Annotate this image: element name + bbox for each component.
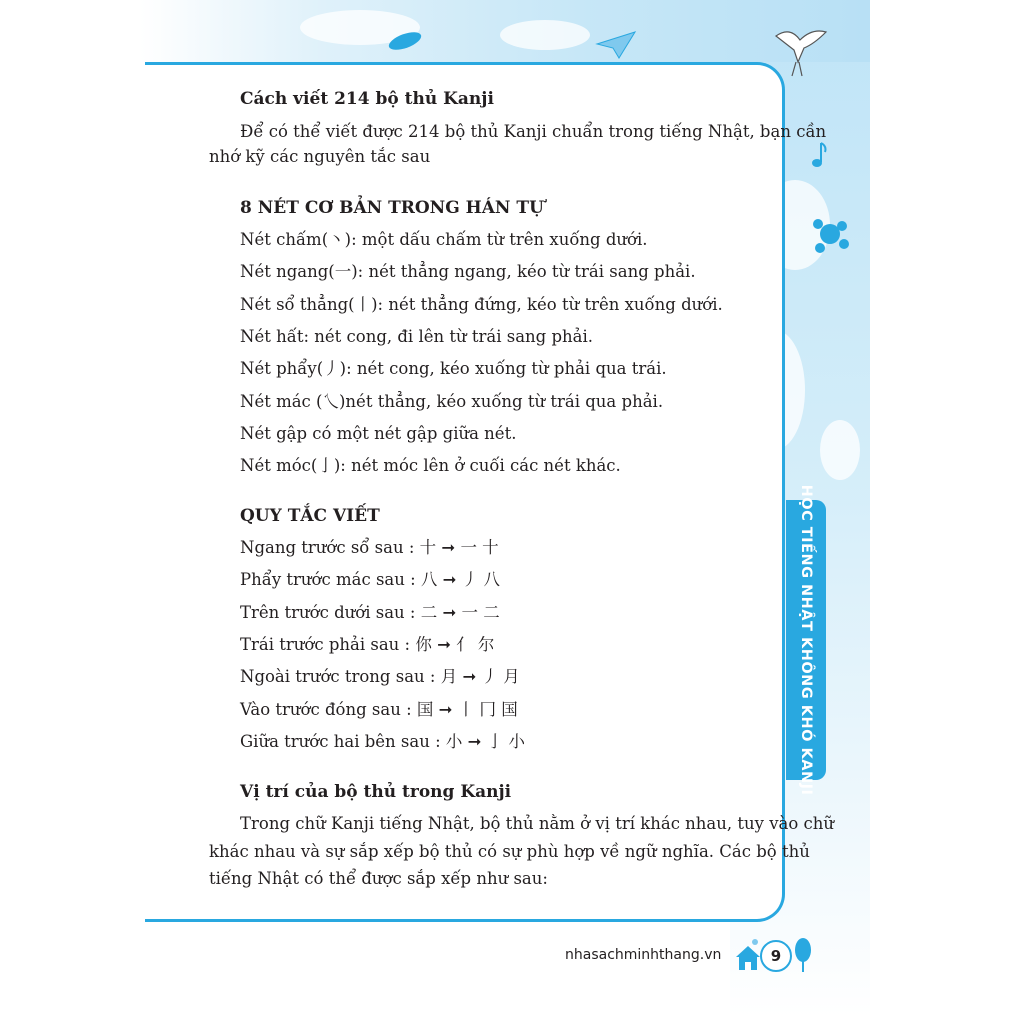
rule-item: Ngoài trước trong sau : 月 ➞ 丿 月 <box>240 667 520 686</box>
paragraph-line: Trong chữ Kanji tiếng Nhật, bộ thủ nằm ở vị trí khác nhau, tuy vào chữ <box>240 814 835 833</box>
house-icon <box>733 937 763 973</box>
stroke-item: Nét ngang(一): nét thẳng ngang, kéo từ trái sang phải. <box>240 262 696 281</box>
paragraph-line: Để có thể viết được 214 bộ thủ Kanji chuẩn trong tiếng Nhật, bạn cần <box>240 122 827 141</box>
stroke-item: Nét hất: nét cong, đi lên từ trái sang phải. <box>240 327 594 346</box>
stroke-item: Nét mác (乀)nét thẳng, kéo xuống từ trái qua phải. <box>240 392 664 411</box>
paragraph-line: khác nhau và sự sắp xếp bộ thủ có sự phù hợp về ngữ nghĩa. Các bộ thủ <box>209 842 810 861</box>
rule-item: Trên trước dưới sau : 二 ➞ 一 二 <box>240 603 500 622</box>
stroke-item: Nét móc(亅): nét móc lên ở cuối các nét khác. <box>240 456 621 475</box>
page-number: 9 <box>770 947 782 965</box>
section-heading: QUY TẮC VIẾT <box>240 506 380 526</box>
rule-item: Ngang trước sổ sau : 十 ➞ 一 十 <box>240 538 499 557</box>
stroke-item: Nét phẩy(丿): nét cong, kéo xuống từ phải qua trái. <box>240 359 667 378</box>
paragraph-line: nhớ kỹ các nguyên tắc sau <box>209 147 431 166</box>
section-heading: Vị trí của bộ thủ trong Kanji <box>240 782 512 802</box>
tree-icon <box>792 936 814 974</box>
footer-website: nhasachminhthang.vn <box>565 947 722 963</box>
paragraph-line: tiếng Nhật có thể được sắp xếp như sau: <box>209 869 548 888</box>
side-tab-label: HỌC TIẾNG NHẬT KHÔNG KHÓ KANJI <box>798 484 814 796</box>
rule-item: Giữa trước hai bên sau : 小 ➞ 亅 小 <box>240 732 525 751</box>
section-heading: 8 NÉT CƠ BẢN TRONG HÁN TỰ <box>240 198 544 218</box>
page-number-badge <box>760 940 792 972</box>
stroke-item: Nét chấm(丶): một dấu chấm từ trên xuống dưới. <box>240 230 648 249</box>
section-heading: Cách viết 214 bộ thủ Kanji <box>240 89 494 109</box>
stroke-item: Nét gập có một nét gập giữa nét. <box>240 424 517 443</box>
rule-item: Vào trước đóng sau : 国 ➞ 丨 冂 国 <box>240 700 518 719</box>
stroke-item: Nét sổ thẳng(丨): nét thẳng đứng, kéo từ trên xuống dưới. <box>240 295 723 314</box>
rule-item: Trái trước phải sau : 你 ➞ 亻 尔 <box>240 635 495 654</box>
rule-item: Phẩy trước mác sau : 八 ➞ 丿 八 <box>240 570 500 589</box>
